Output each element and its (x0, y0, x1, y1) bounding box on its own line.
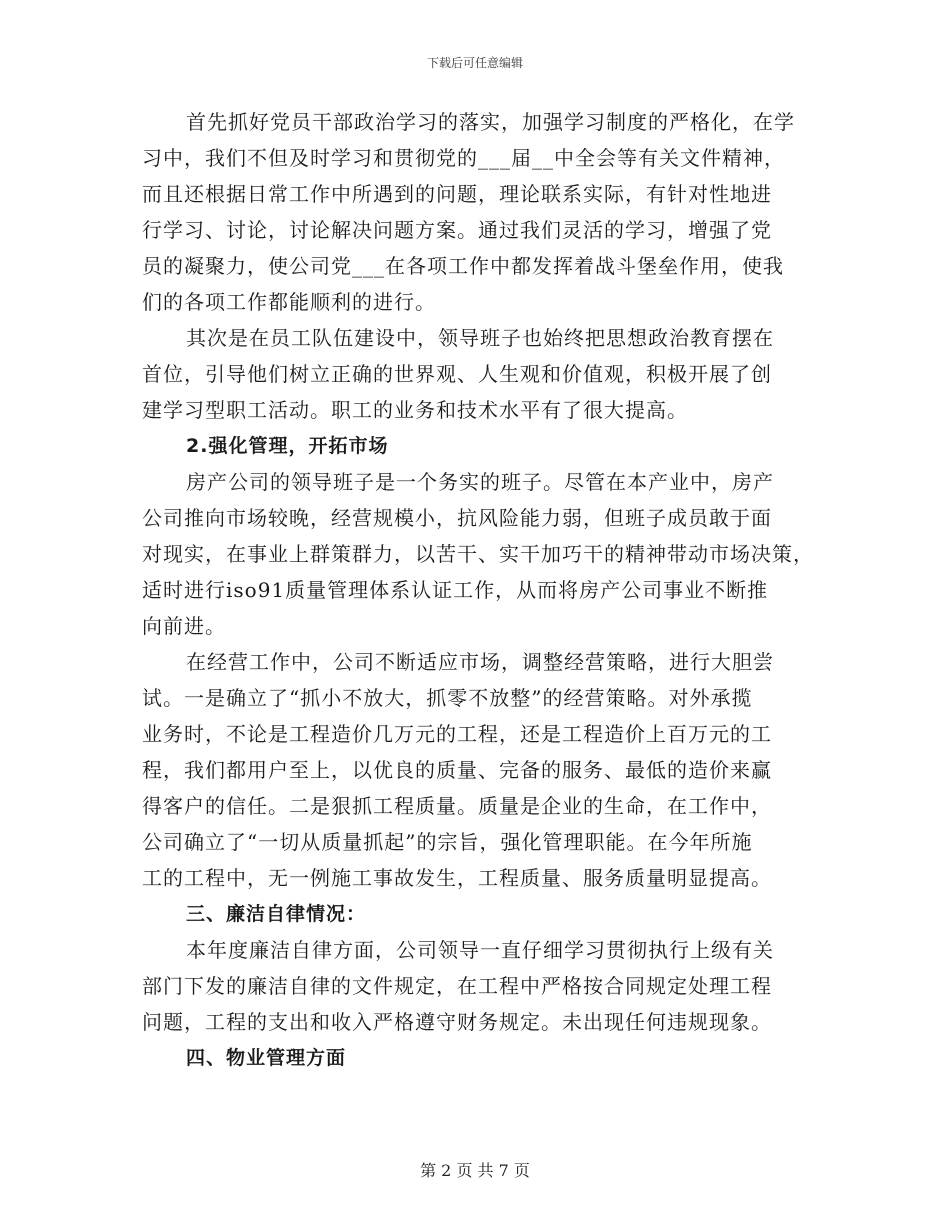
text-line: 而且还根据日常工作中所遇到的问题，理论联系实际，有针对性地进 (142, 182, 772, 206)
text-line: 得客户的信任。二是狠抓工程质量。质量是企业的生命，在工作中， (142, 794, 772, 818)
text-line: 试。一是确立了“抓小不放大，抓零不放整”的经营策略。对外承揽 (142, 686, 753, 710)
text-line: 适时进行iso91质量管理体系认证工作，从而将房产公司事业不断推 (142, 578, 769, 602)
text-line: 业务时，不论是工程造价几万元的工程，还是工程造价上百万元的工 (142, 722, 772, 746)
text-line: 建学习型职工活动。职工的业务和技术水平有了很大提高。 (142, 398, 688, 422)
text-line: 问题，工程的支出和收入严格遵守财务规定。未出现任何违规现象。 (142, 1010, 772, 1034)
text-line: 们的各项工作都能顺利的进行。 (142, 290, 436, 314)
text-line: 程，我们都用户至上，以优良的质量、完备的服务、最低的造价来赢 (142, 758, 772, 782)
text-line: 公司确立了“一切从质量抓起”的宗旨，强化管理职能。在今年所施 (142, 830, 753, 854)
text-line: 其次是在员工队伍建设中，领导班子也始终把思想政治教育摆在 (186, 326, 774, 350)
document-body (142, 104, 822, 1076)
text-line: 工的工程中，无一例施工事故发生，工程质量、服务质量明显提高。 (142, 866, 772, 890)
section-heading: 三、廉洁自律情况： (186, 903, 367, 925)
text-line: 行学习、讨论，讨论解决问题方案。通过我们灵活的学习，增强了党 (142, 218, 772, 242)
section-heading: 2.强化管理，开拓市场 (186, 435, 389, 457)
section-heading: 四、物业管理方面 (186, 1047, 347, 1069)
text-line: 在经营工作中，公司不断适应市场，调整经营策略，进行大胆尝 (186, 650, 774, 674)
text-line: 公司推向市场较晚，经营规模小，抗风险能力弱，但班子成员敢于面 (142, 506, 772, 530)
text-line: 本年度廉洁自律方面，公司领导一直仔细学习贯彻执行上级有关 (186, 938, 774, 962)
text-line: 首位，引导他们树立正确的世界观、人生观和价值观，积极开展了创 (142, 362, 772, 386)
text-line: 部门下发的廉洁自律的文件规定，在工程中严格按合同规定处理工程 (142, 974, 772, 998)
text-line: 首先抓好党员干部政治学习的落实，加强学习制度的严格化，在学 (186, 110, 795, 134)
text-line: 员的凝聚力，使公司党___在各项工作中都发挥着战斗堡垒作用，使我 (142, 254, 784, 278)
page-footer-number: 第 2 页 共 7 页 (420, 1161, 530, 1180)
text-line: 房产公司的领导班子是一个务实的班子。尽管在本产业中，房产 (186, 470, 774, 494)
text-line: 对现实，在事业上群策群力，以苦干、实干加巧干的精神带动市场决策， (142, 542, 814, 566)
page-header-note: 下载后可任意编辑 (426, 56, 523, 70)
text-line: 向前进。 (142, 614, 226, 638)
text-line: 习中，我们不但及时学习和贯彻党的___届__中全会等有关文件精神， (142, 146, 785, 170)
